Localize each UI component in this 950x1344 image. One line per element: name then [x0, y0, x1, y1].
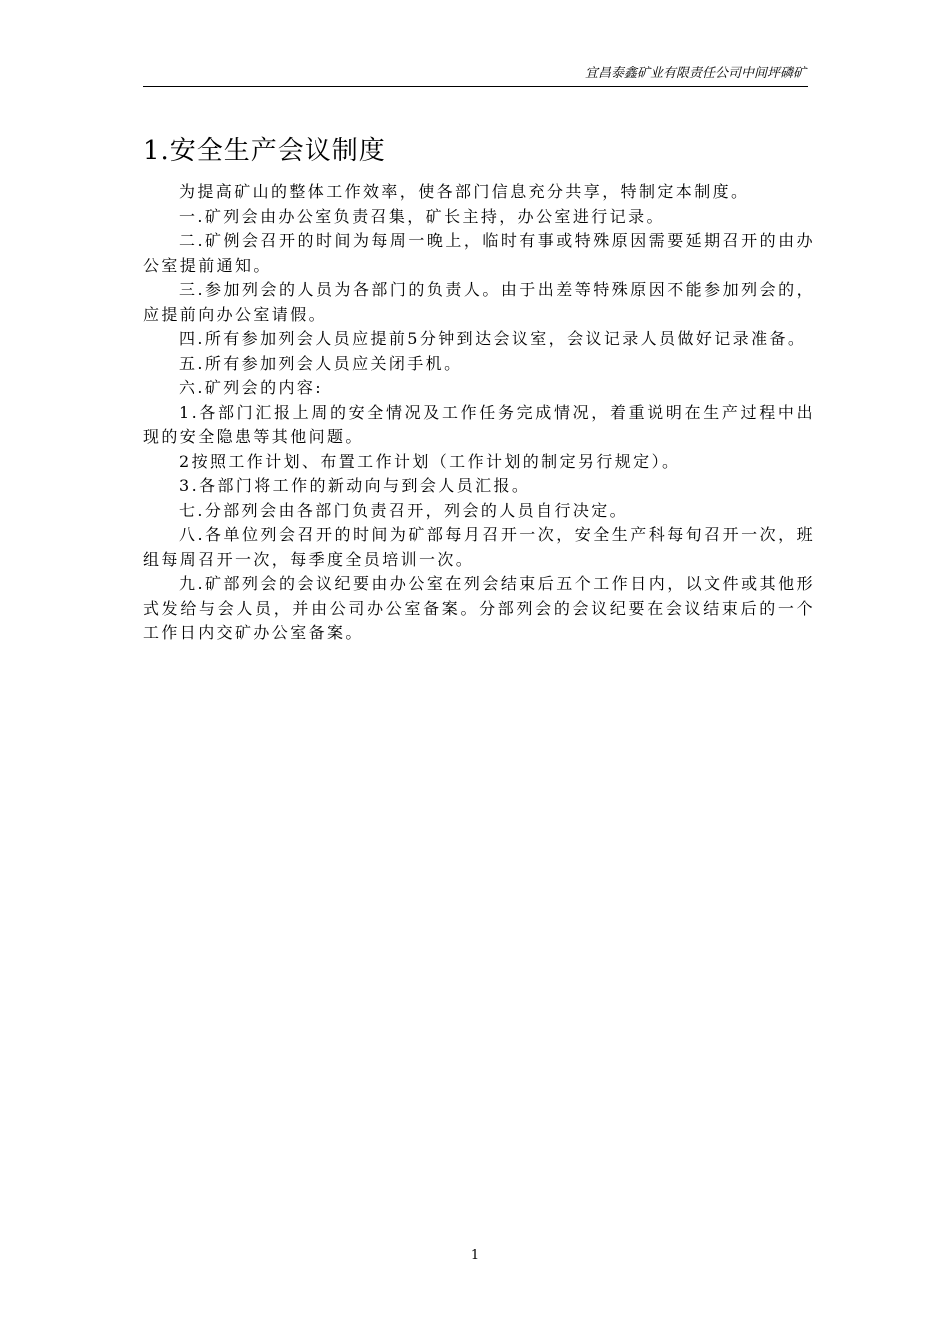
- paragraph-intro: 为提高矿山的整体工作效率，使各部门信息充分共享，特制定本制度。: [179, 182, 750, 201]
- paragraph-rule-3: 三.参加列会的人员为各部门的负责人。由于出差等特殊原因不能参加列会的，应提前向办公室请假。: [143, 280, 815, 324]
- document-title: 1.安全生产会议制度: [143, 136, 386, 166]
- paragraph-rule-6-item-1: 1.各部门汇报上周的安全情况及工作任务完成情况，着重说明在生产过程中出现的安全隐患等其他问题。: [143, 402, 815, 446]
- page-header: [143, 62, 808, 87]
- document-body: [143, 132, 815, 646]
- paragraph-rule-6-item-3: 3.各部门将工作的新动向与到会人员汇报。: [179, 476, 531, 495]
- paragraph-rule-6: 六.矿列会的内容:: [179, 378, 324, 397]
- paragraph-rule-8: 八.各单位列会召开的时间为矿部每月召开一次，安全生产科每旬召开一次，班组每周召开一次，每季度全员培训一次。: [143, 525, 815, 569]
- paragraph-rule-9: 九.矿部列会的会议纪要由办公室在列会结束后五个工作日内，以文件或其他形式发给与会人员，并由公司办公室备案。分部列会的会议纪要在会议结束后的一个工作日内交矿办公室备案。: [143, 574, 815, 642]
- header-company-name: 宜昌泰鑫矿业有限责任公司中间坪磷矿: [584, 66, 806, 81]
- paragraph-rule-7: 七.分部列会由各部门负责召开，列会的人员自行决定。: [179, 500, 629, 520]
- paragraph-rule-2: 二.矿例会召开的时间为每周一晚上，临时有事或特殊原因需要延期召开的由办公室提前通知。: [143, 231, 815, 275]
- paragraph-rule-5: 五.所有参加列会人员应关闭手机。: [179, 353, 463, 373]
- paragraph-rule-4: 四.所有参加列会人员应提前5分钟到达会议室，会议记录人员做好记录准备。: [179, 329, 807, 348]
- page-number: 1: [470, 1248, 480, 1263]
- paragraph-rule-1: 一.矿列会由办公室负责召集，矿长主持，办公室进行记录。: [179, 206, 665, 226]
- paragraph-rule-6-item-2: 2按照工作计划、布置工作计划（工作计划的制定另行规定）。: [179, 451, 681, 471]
